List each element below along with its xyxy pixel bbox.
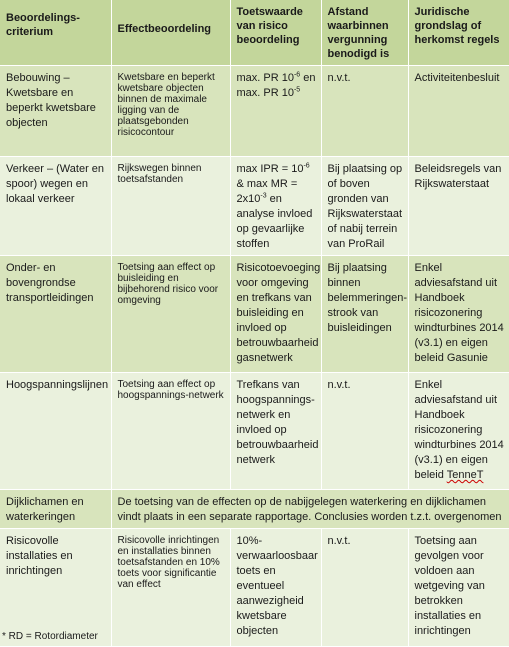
exponent: -6 xyxy=(293,71,301,79)
grondslag-text: Enkel adviesafstand uit Handboek risicozonering windturbines 2014 (v3.1) en eigen beleid xyxy=(414,379,504,481)
exponent: -3 xyxy=(260,192,267,200)
cell-grondslag: Enkel adviesafstand uit Handboek risicozonering windturbines 2014 (v3.1) en eigen beleid Gasunie xyxy=(408,256,509,373)
cell-criterium: Dijklichamen en waterkeringen xyxy=(0,490,111,529)
header-grondslag: Juridische grondslag of herkomst regels xyxy=(408,0,509,66)
cell-afstand: Bij plaatsing op of boven gronden van Rijkswaterstaat of nabij terrein van ProRail xyxy=(321,157,408,256)
cell-criterium: Bebouwing – Kwetsbare en beperkt kwetsbare objecten xyxy=(0,66,111,157)
header-afstand: Afstand waarbinnen vergunning benodigd is xyxy=(321,0,408,66)
table-row-risicovol xyxy=(0,529,509,647)
cell-criterium: Onder- en bovengrondse transportleidingen xyxy=(0,256,111,373)
cell-grondslag: Activiteitenbesluit xyxy=(408,66,509,157)
table-row-bebouwing xyxy=(0,66,509,157)
cell-criterium: Risicovolle installaties en inrichtingen xyxy=(0,529,111,647)
toets-text: en max. PR 10 xyxy=(236,72,316,99)
table-row-leidingen xyxy=(0,256,509,373)
table-row-dijk xyxy=(0,490,509,529)
spellcheck-word: TenneT xyxy=(446,469,484,481)
cell-grondslag xyxy=(408,373,509,490)
header-effectbeoordeling: Effectbeoordeling xyxy=(111,0,230,66)
cell-afstand: Bij plaatsing binnen belemmeringen-strook van buisleidingen xyxy=(321,256,408,373)
cell-effect: Toetsing aan effect op hoogspannings-netwerk xyxy=(111,373,230,490)
cell-grondslag: Beleidsregels van Rijkswaterstaat xyxy=(408,157,509,256)
cell-toetswaarde: 10%-verwaarloosbaar toets en eventueel aanwezigheid kwetsbare objecten xyxy=(230,529,321,647)
header-criterium: Beoordelings-criterium xyxy=(0,0,111,66)
cell-afstand: n.v.t. xyxy=(321,373,408,490)
table-row-verkeer xyxy=(0,157,509,256)
toets-text: & max MR = 2x10 xyxy=(236,178,298,205)
header-toetswaarde: Toetswaarde van risico beoordeling xyxy=(230,0,321,66)
toets-text: max IPR = 10 xyxy=(236,163,304,175)
cell-effect: Risicovolle inrichtingen en installaties binnen toetsafstanden en 10% toets voor significantie van effect xyxy=(111,529,230,647)
cell-toetswaarde xyxy=(230,157,321,256)
cell-criterium: Verkeer – (Water en spoor) wegen en lokaal verkeer xyxy=(0,157,111,256)
cell-afstand: n.v.t. xyxy=(321,66,408,157)
exponent: -6 xyxy=(303,162,310,170)
cell-effect: Toetsing aan effect op buisleiding en bijbehorend risico voor omgeving xyxy=(111,256,230,373)
cell-toetswaarde: Trefkans van hoogspannings-netwerk en invloed op betrouwbaarheid netwerk xyxy=(230,373,321,490)
cell-effect: Kwetsbare en beperkt kwetsbare objecten binnen de maximale ligging van de plaatsgebonden risicocontour xyxy=(111,66,230,157)
header-row xyxy=(0,0,509,66)
cell-toetswaarde: Risicotoevoeging voor omgeving en trefkans van buisleiding en invloed op betrouwbaarheid gasnetwerk xyxy=(230,256,321,373)
table-row-hoogspanning xyxy=(0,373,509,490)
cell-merged-conclusie: De toetsing van de effecten op de nabijgelegen waterkering en dijklichamen vindt plaats in een separate rapportage. Conclusies worden t.z.t. overgenomen xyxy=(111,490,509,529)
cell-toetswaarde xyxy=(230,66,321,157)
cell-grondslag: Toetsing aan gevolgen voor voldoen aan wetgeving van betrokken installaties en inrichtingen xyxy=(408,529,509,647)
exponent: -5 xyxy=(293,86,301,94)
footnote: * RD = Rotordiameter xyxy=(2,631,98,642)
toets-text: en analyse invloed op gevaarlijke stoffen xyxy=(236,193,313,250)
toets-text: max. PR 10 xyxy=(236,72,294,84)
cell-afstand: n.v.t. xyxy=(321,529,408,647)
cell-effect: Rijkswegen binnen toetsafstanden xyxy=(111,157,230,256)
cell-criterium: Hoogspanningslijnen xyxy=(0,373,111,490)
